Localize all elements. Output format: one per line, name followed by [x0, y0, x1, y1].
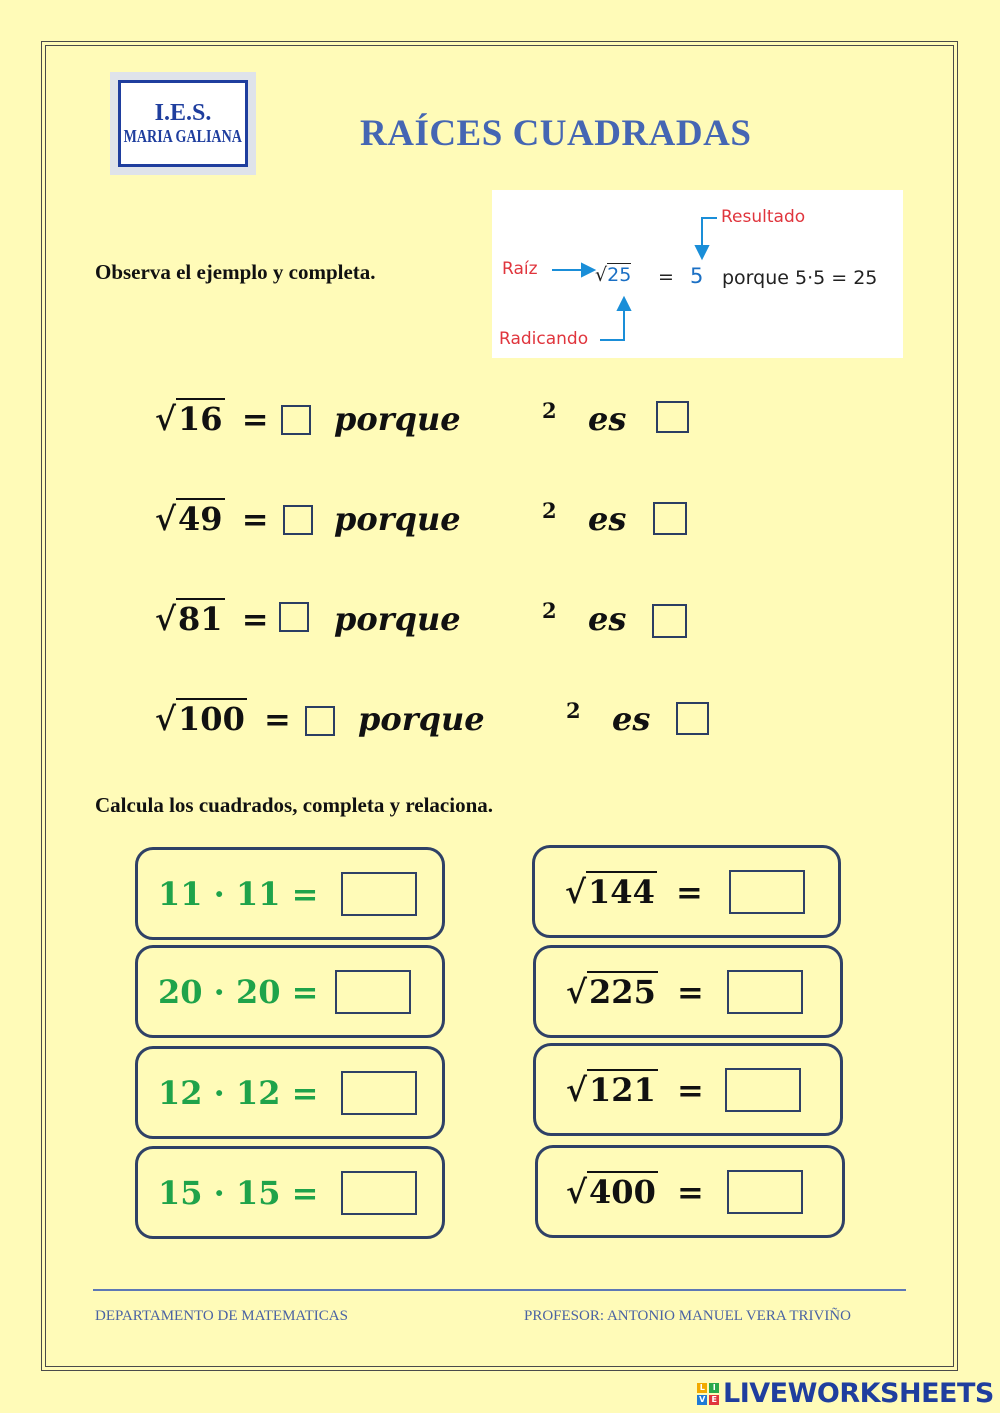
example-radical [595, 264, 631, 286]
porque-word: porque [334, 600, 461, 638]
liveworksheets-name: LIVEWORKSHEETS [723, 1378, 994, 1409]
example-explanation: porque 5·5 = 25 [722, 267, 878, 289]
square-expression: 15 · 15 = [158, 1173, 319, 1212]
radicand: 121 [589, 1070, 656, 1109]
es-word: es [612, 700, 651, 738]
square-card-3[interactable] [135, 1046, 445, 1139]
root-card-2[interactable] [533, 945, 843, 1038]
root-answer-box[interactable] [725, 1068, 801, 1112]
equals-sign: = [241, 500, 269, 538]
answer-box-root[interactable] [283, 505, 313, 535]
logo-line-1: I.E.S. [154, 100, 212, 127]
radical-sign: √ [155, 700, 177, 738]
es-word: es [588, 400, 627, 438]
example-radical-sign: √ [595, 264, 608, 286]
root-answer-box[interactable] [727, 1170, 803, 1214]
porque-word: porque [358, 700, 485, 738]
square-card-2[interactable] [135, 945, 445, 1038]
icon-letter-l: L [697, 1383, 707, 1393]
radical-sign: √ [566, 1070, 588, 1109]
answer-box-root[interactable] [281, 405, 311, 435]
radicand: 144 [588, 872, 655, 911]
radicand: 400 [589, 1172, 656, 1211]
porque-word: porque [334, 500, 461, 538]
root-card-3[interactable] [533, 1043, 843, 1136]
root-card-1[interactable] [532, 845, 841, 938]
radicand: 16 [178, 400, 223, 438]
radical-sign: √ [566, 1172, 588, 1211]
radicand: 49 [178, 500, 223, 538]
exponent: 2 [542, 498, 557, 523]
answer-box-square[interactable] [656, 401, 689, 433]
equals-sign: = [676, 972, 704, 1011]
answer-box-square[interactable] [652, 604, 687, 638]
radicand-label: Radicando [499, 329, 589, 349]
liveworksheets-icon [697, 1383, 719, 1405]
square-expression: 12 · 12 = [158, 1073, 319, 1112]
equals-sign: = [241, 600, 269, 638]
square-card-1[interactable] [135, 847, 445, 940]
es-word: es [588, 600, 627, 638]
icon-letter-v: V [697, 1395, 707, 1405]
root-label: Raíz [502, 259, 538, 279]
instruction-observe: Observa el ejemplo y completa. [95, 260, 376, 284]
square-answer-box[interactable] [341, 872, 417, 916]
equals-sign: = [676, 1172, 704, 1211]
result-label: Resultado [721, 207, 806, 227]
footer-teacher: PROFESOR: ANTONIO MANUEL VERA TRIVIÑO [524, 1308, 851, 1324]
radical-sign: √ [155, 400, 177, 438]
icon-letter-e: E [709, 1395, 719, 1405]
exponent: 2 [566, 698, 581, 723]
example-radicand: 25 [607, 264, 632, 286]
answer-box-square[interactable] [653, 502, 687, 535]
radicand: 81 [178, 600, 223, 638]
square-card-4[interactable] [135, 1146, 445, 1239]
radicand: 100 [178, 700, 245, 738]
root-answer-box[interactable] [729, 870, 805, 914]
root-card-4[interactable] [535, 1145, 845, 1238]
exponent: 2 [542, 398, 557, 423]
es-word: es [588, 500, 627, 538]
liveworksheets-brand [697, 1378, 994, 1409]
equals-sign: = [263, 700, 291, 738]
example-equals: = [658, 266, 674, 288]
school-logo [110, 72, 256, 175]
equals-sign: = [676, 1070, 704, 1109]
radicand-arrow [600, 308, 624, 340]
square-answer-box[interactable] [335, 970, 411, 1014]
result-arrow [702, 218, 717, 248]
square-expression: 20 · 20 = [158, 972, 319, 1011]
example-result: 5 [690, 264, 704, 288]
radical-sign: √ [155, 500, 177, 538]
radical-sign: √ [155, 600, 177, 638]
square-answer-box[interactable] [341, 1171, 417, 1215]
exponent: 2 [542, 598, 557, 623]
answer-box-root[interactable] [279, 602, 309, 632]
answer-box-root[interactable] [305, 706, 335, 736]
instruction-calculate: Calcula los cuadrados, completa y relaciona. [95, 793, 494, 817]
footer-department: DEPARTAMENTO DE MATEMATICAS [95, 1308, 348, 1324]
root-answer-box[interactable] [727, 970, 803, 1014]
radical-sign: √ [566, 972, 588, 1011]
radical-sign: √ [565, 872, 587, 911]
square-answer-box[interactable] [341, 1071, 417, 1115]
logo-line-2: MARIA GALIANA [123, 125, 243, 146]
porque-word: porque [334, 400, 461, 438]
answer-box-square[interactable] [676, 702, 709, 735]
square-expression: 11 · 11 = [158, 874, 319, 913]
footer-divider [93, 1289, 906, 1291]
equals-sign: = [241, 400, 269, 438]
icon-letter-i: I [709, 1383, 719, 1393]
page-title: RAÍCES CUADRADAS [360, 113, 752, 154]
equals-sign: = [675, 872, 703, 911]
example-diagram [492, 190, 903, 358]
radicand: 225 [589, 972, 656, 1011]
